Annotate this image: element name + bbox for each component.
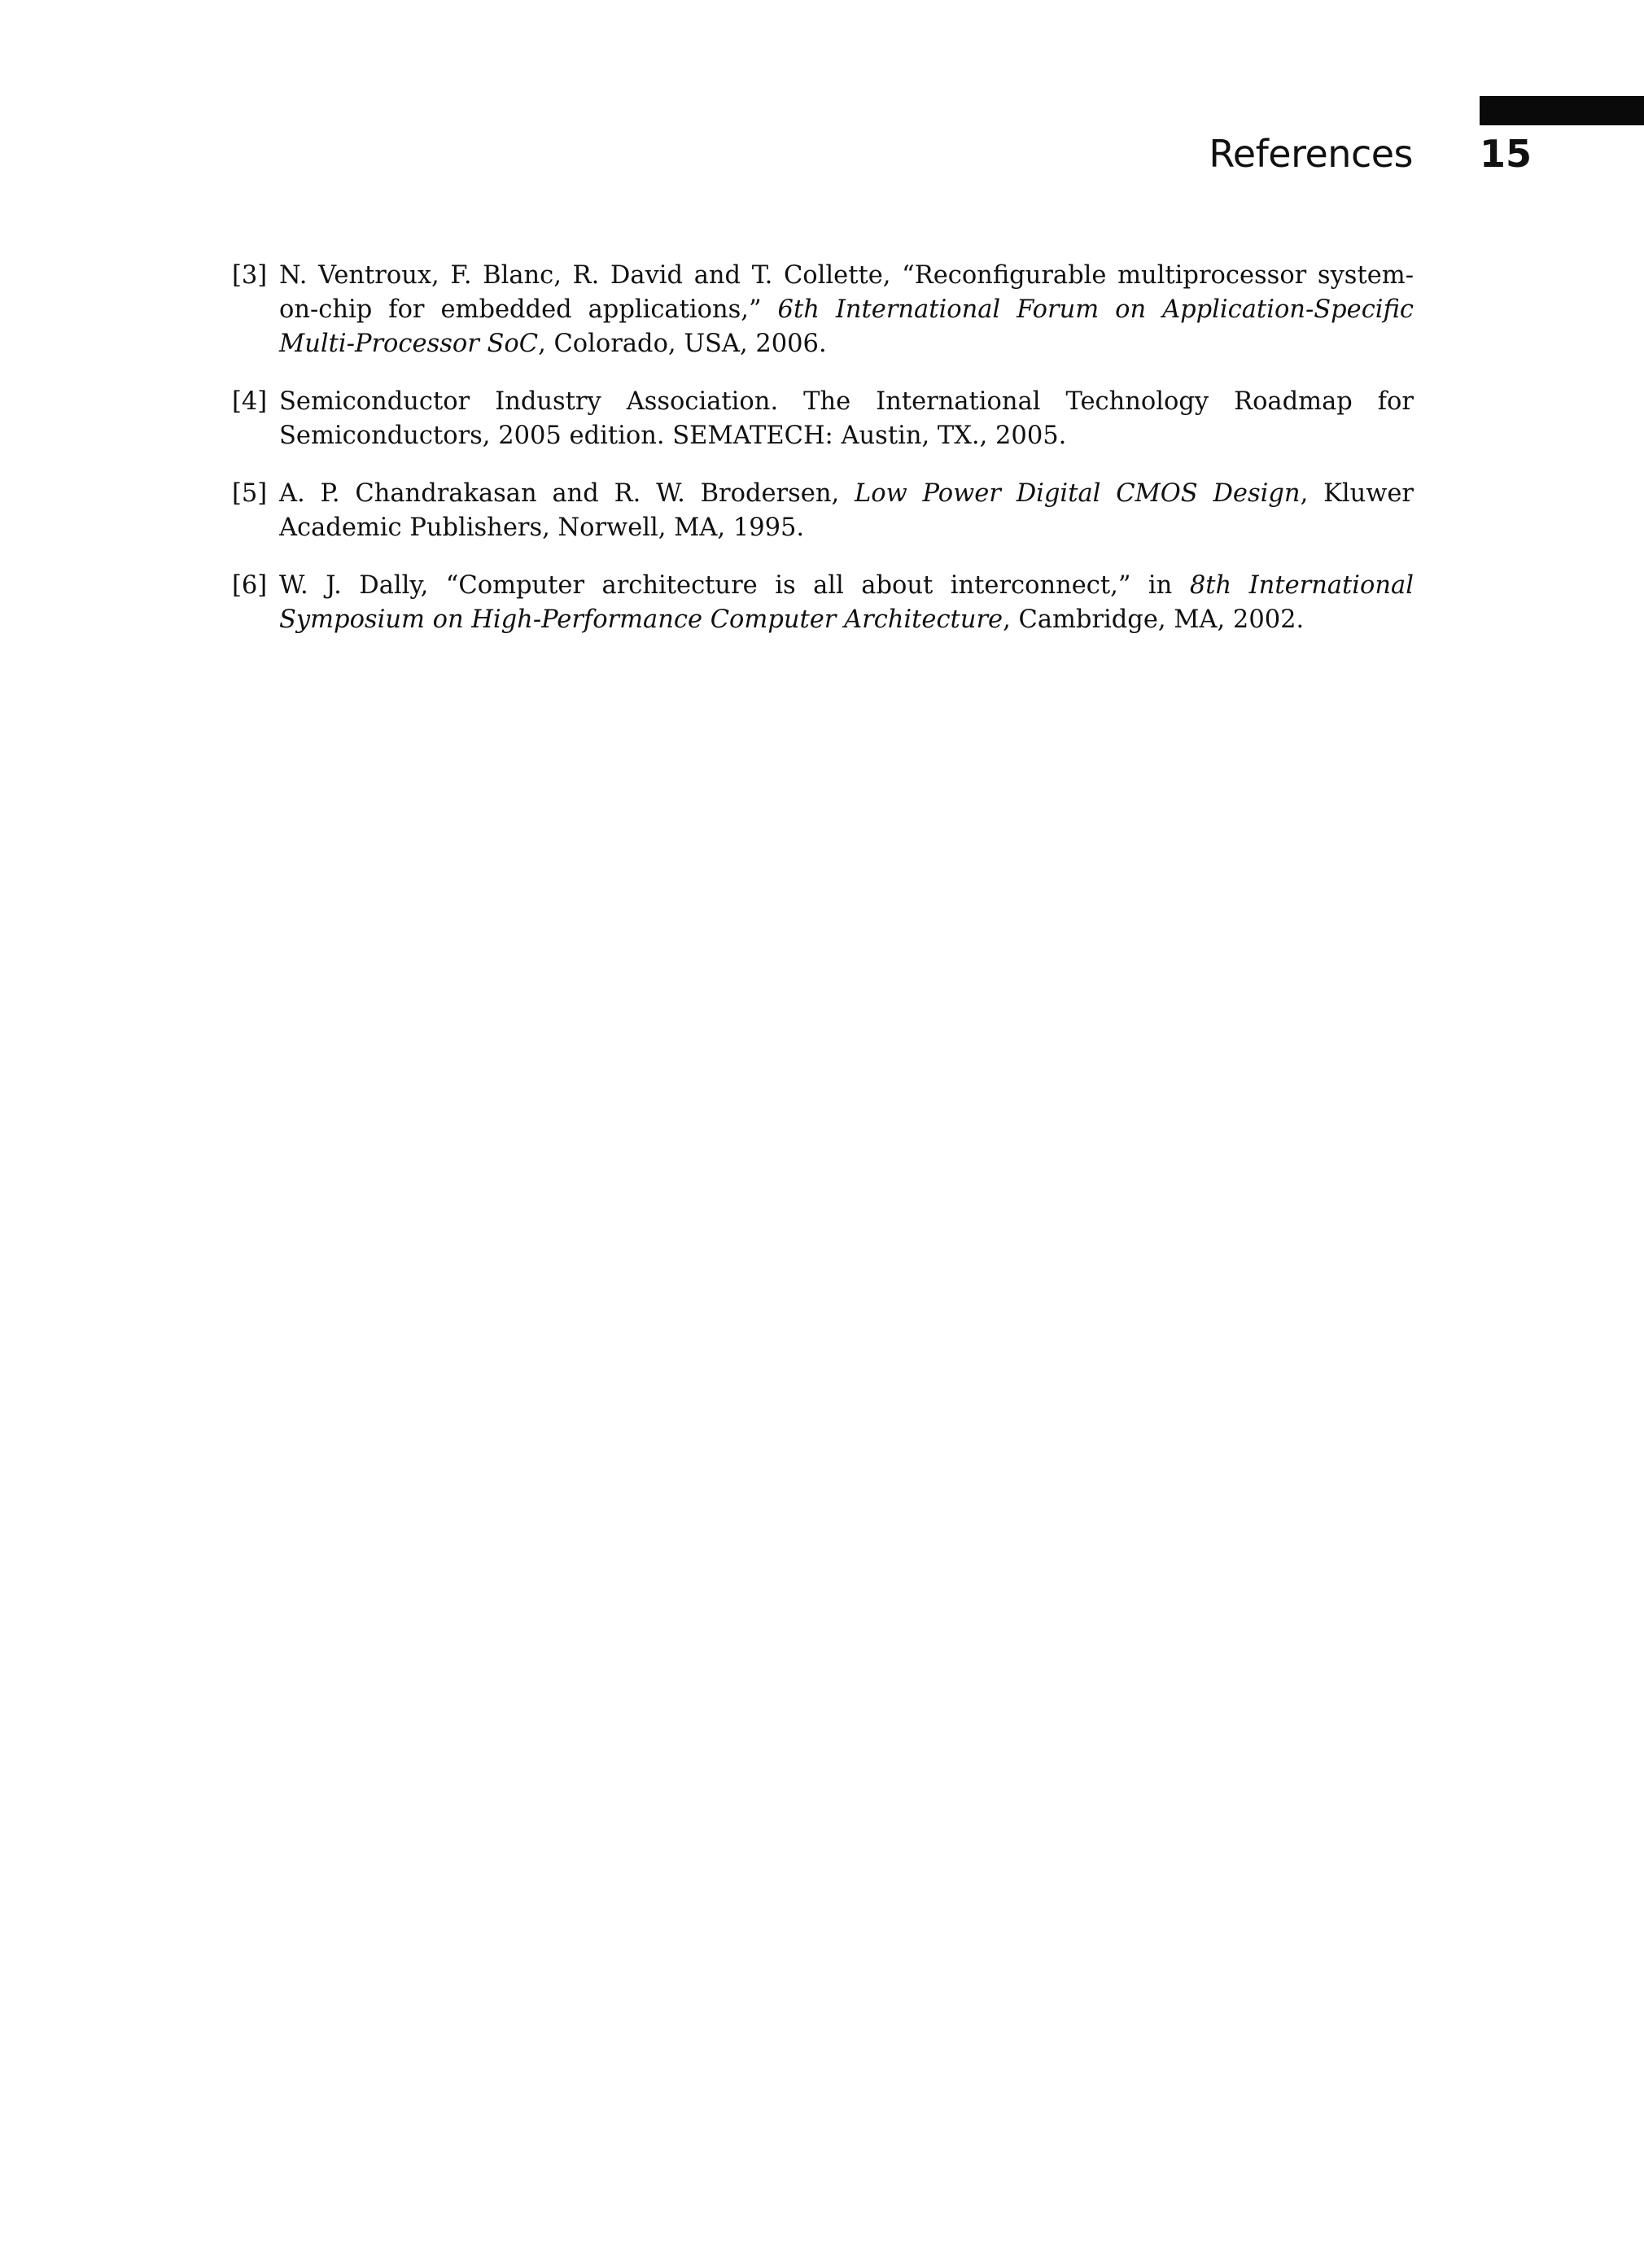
reference-segment: , Cambridge, MA, 2002. [1003,605,1305,634]
reference-segment: , Kluwer Academic Publishers, Norwell, MA, 1995. [279,479,1414,542]
reference-text [279,571,1414,634]
reference-segment: Semiconductor Industry Association. The International Technology Roadmap for Semiconductors, 2005 edition. SEMATECH: Austin, TX., 2005. [279,387,1414,450]
reference-item [232,477,1414,545]
reference-item [232,259,1414,361]
reference-text [279,387,1414,450]
page-number: 15 [1480,132,1533,176]
reference-segment: N. Ventroux, F. Blanc, R. David and T. Collette, “Reconfigurable multiprocessor system-on-chip for embedded applications,” [279,261,1414,324]
running-title: References [1209,132,1413,176]
reference-venue: 8th International Symposium on High-Performance Computer Architecture [279,571,1414,634]
reference-item [232,385,1414,453]
reference-item [232,569,1414,637]
reference-number: [4] [232,387,268,416]
reference-text [279,261,1414,358]
reference-segment: A. P. Chandrakasan and R. W. Brodersen, [279,479,855,508]
reference-number: [6] [232,571,268,600]
reference-segment: W. J. Dally, “Computer architecture is all about interconnect,” in [279,571,1190,600]
reference-segment: , Colorado, USA, 2006. [538,330,827,358]
reference-venue: 6th International Forum on Application-Specific Multi-Processor SoC [279,295,1414,358]
reference-text [279,479,1414,542]
reference-list [232,259,1414,661]
running-header [0,132,1644,189]
reference-number: [5] [232,479,268,508]
chapter-tab-bar [1480,96,1644,125]
reference-number: [3] [232,261,268,290]
reference-book-title: Low Power Digital CMOS Design [854,479,1301,508]
